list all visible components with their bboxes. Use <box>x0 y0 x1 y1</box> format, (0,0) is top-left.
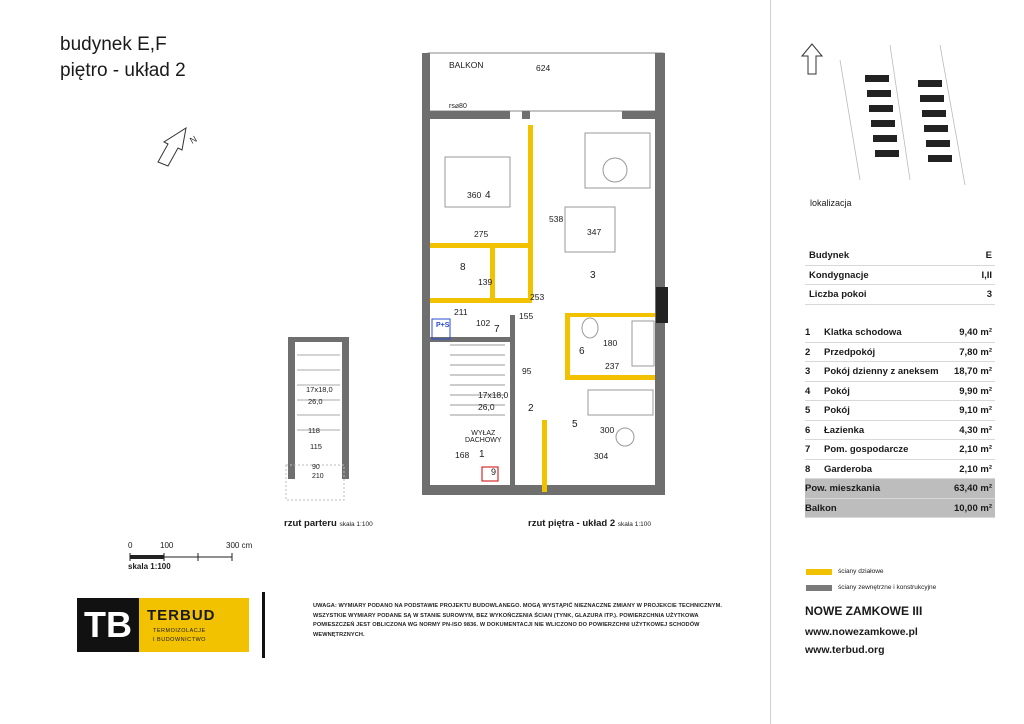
dim-624: 624 <box>536 63 551 73</box>
dim-360: 360 <box>467 190 482 200</box>
info-value: I,II <box>981 269 992 281</box>
area-row <box>805 343 995 363</box>
floor-plan-scale: skala 1:100 <box>617 521 651 528</box>
room-number-7: 7 <box>494 324 500 335</box>
logo-name: TERBUD <box>147 607 216 624</box>
area-number: 4 <box>805 385 811 397</box>
info-label: Kondygnacje <box>809 269 869 281</box>
area-value: 9,90 m² <box>959 385 992 397</box>
info-label: Liczba pokoi <box>809 289 867 300</box>
info-label: Budynek <box>809 250 850 261</box>
ground-floor-plan <box>282 335 357 515</box>
area-value: 9,40 m² <box>959 327 992 338</box>
area-label: Garderoba <box>824 463 873 475</box>
room-number-6: 6 <box>579 346 585 357</box>
area-row <box>805 362 995 382</box>
legend-partition-label: ściany działowe <box>838 568 884 575</box>
column-divider <box>770 0 771 724</box>
area-value: 2,10 m² <box>959 463 992 475</box>
dim-347: 347 <box>587 227 602 237</box>
info-row <box>805 246 995 266</box>
logo-divider <box>262 592 265 658</box>
area-label: Pom. gospodarcze <box>824 444 909 455</box>
info-row <box>805 285 995 305</box>
balcony-value: 10,00 m² <box>953 502 992 514</box>
area-label: Łazienka <box>824 424 865 436</box>
roof-hatch-label-1: WYŁAZ <box>471 430 496 437</box>
area-value: 7,80 m² <box>959 346 992 358</box>
website-link-1[interactable]: www.nowezamkowe.pl <box>805 626 918 638</box>
scale-tick-300: 300 cm <box>226 541 253 550</box>
info-value: 3 <box>986 289 992 300</box>
ps-label: P+S <box>436 322 450 329</box>
floor-plan <box>410 45 680 515</box>
project-name: NOWE ZAMKOWE III <box>805 604 923 618</box>
area-row <box>805 421 995 441</box>
area-label: Pokój <box>824 405 850 416</box>
area-label: Pokój <box>824 385 850 397</box>
scale-label: skala 1:100 <box>128 562 171 571</box>
room-number-4: 4 <box>485 190 491 201</box>
dim-300: 300 <box>600 425 615 435</box>
dim-stairs: 17x18,0 <box>478 390 509 400</box>
area-label: Pokój dzienny z aneksem <box>824 366 939 377</box>
title-floor: piętro - układ 2 <box>60 60 186 81</box>
area-number: 5 <box>805 405 811 416</box>
scale-bar <box>128 552 238 562</box>
scale-tick-0: 0 <box>128 541 133 550</box>
area-value: 18,70 m² <box>953 366 992 377</box>
partition-wall <box>528 125 533 300</box>
ground-dim-stairs: 17x18,0 <box>306 385 333 394</box>
area-row <box>805 460 995 480</box>
dim-237: 237 <box>605 361 620 371</box>
ground-dim-stairs2: 26,0 <box>308 397 323 406</box>
area-table <box>805 323 995 518</box>
logo-sub2: I BUDOWNICTWO <box>153 637 206 643</box>
floor-plan-name: rzut piętra - układ 2 <box>528 518 616 529</box>
scale-tick-100: 100 <box>160 541 174 550</box>
ground-dim-115: 115 <box>310 442 322 451</box>
location-map <box>830 40 1000 190</box>
area-row <box>805 323 995 343</box>
north-arrow-map-icon <box>797 42 827 78</box>
dim-538: 538 <box>549 214 564 224</box>
ground-dim-90: 90 <box>312 464 320 471</box>
total-label: Pow. mieszkania <box>805 483 881 494</box>
ground-plan-name: rzut parteru <box>284 518 337 529</box>
ground-plan-scale: skala 1:100 <box>339 521 373 528</box>
area-label: Przedpokój <box>824 346 876 358</box>
dim-rs: rs⌀80 <box>449 103 467 110</box>
logo-text-box <box>139 598 249 652</box>
logo-sub1: TERMOIZOLACJE <box>153 628 206 634</box>
ground-plan-label <box>284 518 373 529</box>
legend-exterior-label: ściany zewnętrzne i konstrukcyjne <box>838 584 937 591</box>
dim-155: 155 <box>519 311 534 321</box>
area-row <box>805 401 995 421</box>
total-value: 63,40 m² <box>953 483 992 494</box>
area-value: 4,30 m² <box>959 424 992 436</box>
ground-dim-118: 118 <box>308 426 320 435</box>
ground-dim-210: 210 <box>312 473 324 480</box>
dim-304: 304 <box>594 451 609 461</box>
dim-95: 95 <box>522 366 532 376</box>
area-label: Klatka schodowa <box>824 327 902 338</box>
area-number: 1 <box>805 327 811 338</box>
logo-mark: TB <box>77 598 139 652</box>
disclaimer-note: UWAGA: WYMIARY PODANO NA PODSTAWIE PROJEKTU BUDOWLANEGO. MOGĄ WYSTĄPIĆ NIEZNACZNE ZMIANY W PROJEKCIE TECHNICZNYM. WSZYSTKIE WYMIARY PODANE SĄ W STANIE SUROWYM, BEZ WYKOŃCZENIA ŚCIAN (TYNK, GLAZURA ITP.). POWIERZCHNIA UŻYTKOWA POMIESZCZEŃ JEST OBLICZONA WG NORMY PN-ISO 9836. W DOKUMENTACJI NIE WLICZONO DO POWIERZCHNI UŻYTKOWEJ SCHODÓW WEWNĘTRZNYCH. <box>313 603 722 638</box>
exterior-wall-right <box>655 53 665 493</box>
dim-102: 102 <box>476 318 491 328</box>
room-number-5: 5 <box>572 419 578 430</box>
dim-stairs2: 26,0 <box>478 402 495 412</box>
room-number-9: 9 <box>491 467 497 477</box>
exterior-wall-left <box>422 53 430 493</box>
svg-text:N: N <box>188 133 199 146</box>
room-number-3: 3 <box>590 270 596 281</box>
area-number: 3 <box>805 366 811 377</box>
area-number: 6 <box>805 424 811 436</box>
title-building: budynek E,F <box>60 34 167 55</box>
terbud-logo <box>77 598 249 652</box>
dim-139: 139 <box>478 277 493 287</box>
website-link-2[interactable]: www.terbud.org <box>805 644 885 656</box>
area-value: 2,10 m² <box>959 444 992 455</box>
roof-hatch-label-2: DACHOWY <box>465 437 502 444</box>
legend-swatch-partition <box>806 569 832 575</box>
dim-275: 275 <box>474 229 489 239</box>
dim-253: 253 <box>530 292 545 302</box>
area-value: 9,10 m² <box>959 405 992 416</box>
area-number: 2 <box>805 346 811 358</box>
location-label: lokalizacja <box>810 198 852 208</box>
balcony-label: Balkon <box>805 502 837 514</box>
area-number: 7 <box>805 444 811 455</box>
area-row <box>805 382 995 402</box>
dim-211: 211 <box>454 307 468 317</box>
room-number-1: 1 <box>479 449 485 460</box>
room-number-8: 8 <box>460 262 466 273</box>
legend-swatch-exterior <box>806 585 832 591</box>
dim-balkon: BALKON <box>449 60 484 70</box>
total-row <box>805 479 995 499</box>
info-row <box>805 266 995 286</box>
room-number-2: 2 <box>528 403 534 414</box>
floor-plan-label <box>528 518 651 529</box>
roof-hatch-label <box>465 430 502 444</box>
dim-180: 180 <box>603 338 618 348</box>
area-number: 8 <box>805 463 811 475</box>
info-table <box>805 246 995 305</box>
area-row <box>805 440 995 460</box>
dim-168: 168 <box>455 450 470 460</box>
balcony-row <box>805 499 995 519</box>
north-arrow-icon <box>150 120 220 170</box>
info-value: E <box>985 250 992 261</box>
